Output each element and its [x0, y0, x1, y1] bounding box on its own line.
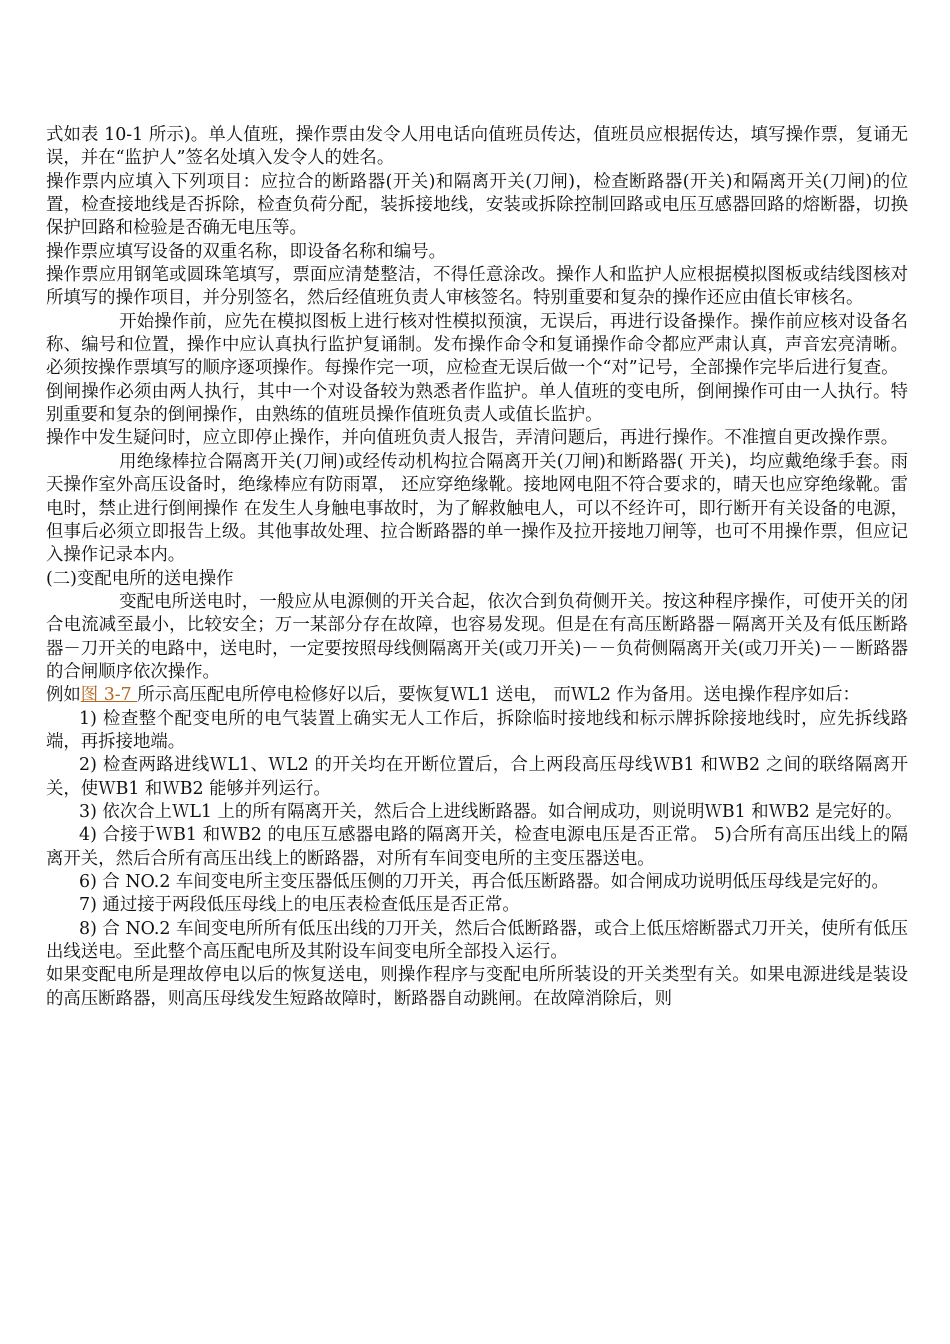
document-page: [46, 124, 908, 1011]
paragraph: 操作票应用钢笔或圆珠笔填写，票面应清楚整洁，不得任意涂改。操作人和监护人应根据模拟图板或结线图核对所填写的操作项目，并分别签名，然后经值班负责人审核签名。特别重要和复杂的操作还应由值长审核名。: [46, 265, 908, 309]
step-item: 8) 合 NO.2 车间变电所所有低压出线的刀开关，然后合低断路器，或合上低压熔断器式刀开关，使所有低压出线送电。至此整个高压配电所及其附设车间变电所全部投入运行。: [46, 918, 908, 963]
step-item: 6) 合 NO.2 车间变电所主变压器低压侧的刀开关，再合低压断路器。如合闸成功说明低压母线是完好的。: [79, 872, 889, 892]
step-item: 2) 检查两路进线ＷL1、ＷL2 的开关均在开断位置后，合上两段高压母线ＷB1 和ＷB2 之间的联络隔离开关，使ＷB1 和ＷB2 能够并列运行。: [46, 755, 908, 799]
figure-link[interactable]: 图 3-7: [80, 685, 138, 706]
section-heading: (二)变配电所的送电操作: [46, 568, 234, 589]
step-item: 3) 依次合上ＷL1 上的所有隔离开关，然后合上进线断路器。如合闸成功，则说明ＷB1 和ＷB2 是完好的。: [79, 801, 903, 822]
paragraph: 操作票内应填入下列项目：应拉合的断路器(开关)和隔离开关(刀闸)，检查断路器(开关)和隔离开关(刀闸)的位置，检查接地线是否拆除，检查负荷分配，装拆接地线，安装或拆除控制回路或电压互感器回路的熔断器，切换保护回路和检验是否确无电压等。: [46, 171, 908, 239]
paragraph: 操作票应填写设备的双重名称，即设备名称和编号。: [46, 241, 446, 262]
paragraph: 式如表 10-1 所示)。单人值班，操作票由发令人用电话向值班员传达，值班员应根据传达，填写操作票，复诵无误，并在“监护人”签名处填入发令人的姓名。: [46, 125, 908, 169]
step-item: 4) 合接于ＷB1 和ＷB2 的电压互感器电路的隔离开关，检查电源电压是否正常。 5)合所有高压出线上的隔离开关，然后合所有高压出线上的断路器，对所有车间变电所的主变压器送电。: [46, 825, 908, 869]
step-item: 7) 通过接于两段低压母线上的电压表检查低压是否正常。: [79, 895, 520, 916]
paragraph: 开始操作前，应先在模拟图板上进行核对性模拟预演，无误后，再进行设备操作。操作前应核对设备名称、编号和位置，操作中应认真执行监护复诵制。发布操作命令和复诵操作命令都应严肃认真，声音宏亮清晰。必须按操作票填写的顺序逐项操作。每操作完一项，应检查无误后做一个“对”记号，全部操作完毕后进行复查。: [46, 311, 908, 379]
paragraph: 用绝缘棒拉合隔离开关(刀闸)或经传动机构拉合隔离开关(刀闸)和断路器( 开关)，均应戴绝缘手套。雨天操作室外高压设备时，绝缘棒应有防雨罩， 还应穿绝缘靴。接地网电阻不符合要求的，晴天也应穿绝缘靴。雷电时，禁止进行倒闸操作 在发生人身触电事故时，为了解救触电人，可以不经许可，即行断开有关设备的电源，但事后必须立即报告上级。其他事故处理、拉合断路器的单一操作及拉开接地刀闸等，也可不用操作票，但应记入操作记录本内。: [46, 451, 908, 566]
paragraph: 如果变配电所是理故停电以后的恢复送电，则操作程序与变配电所所装设的开关类型有关。如果电源进线是装设的高压断路器，则高压母线发生短路故障时，断路器自动跳闸。在故障消除后，则: [46, 965, 908, 1009]
paragraph: 操作中发生疑问时，应立即停止操作，并向值班负责人报告，弄清问题后，再进行操作。不准擅自更改操作票。: [46, 428, 899, 449]
step-item: 1) 检查整个配变电所的电气装置上确实无人工作后，拆除临时接地线和标示牌拆除接地线时，应先拆线路端，再拆接地端。: [46, 708, 908, 752]
example-prefix: 例如: [46, 685, 81, 706]
example-suffix: 所示高压配电所停电检修好以后，要恢复ＷL1 送电， 而ＷL2 作为备用。送电操作程序如后：: [137, 685, 860, 706]
example-paragraph: [46, 684, 908, 707]
paragraph: 倒闸操作必须由两人执行，其中一个对设备较为熟悉者作监护。单人值班的变电所，倒闸操作可由一人执行。特别重要和复杂的倒闸操作，由熟练的值班员操作值班负责人或值长监护。: [46, 381, 908, 426]
paragraph: 变配电所送电时，一般应从电源侧的开关合起，依次合到负荷侧开关。按这种程序操作，可使开关的闭合电流减至最小，比较安全；万一某部分存在故障，也容易发现。但是在有高压断路器－隔离开关及有低压断路器－刀开关的电路中，送电时，一定要按照母线侧隔离开关(或刀开关)－－负荷侧隔离开关(或刀开关)－－断路器的合闸顺序依次操作。: [46, 591, 908, 682]
